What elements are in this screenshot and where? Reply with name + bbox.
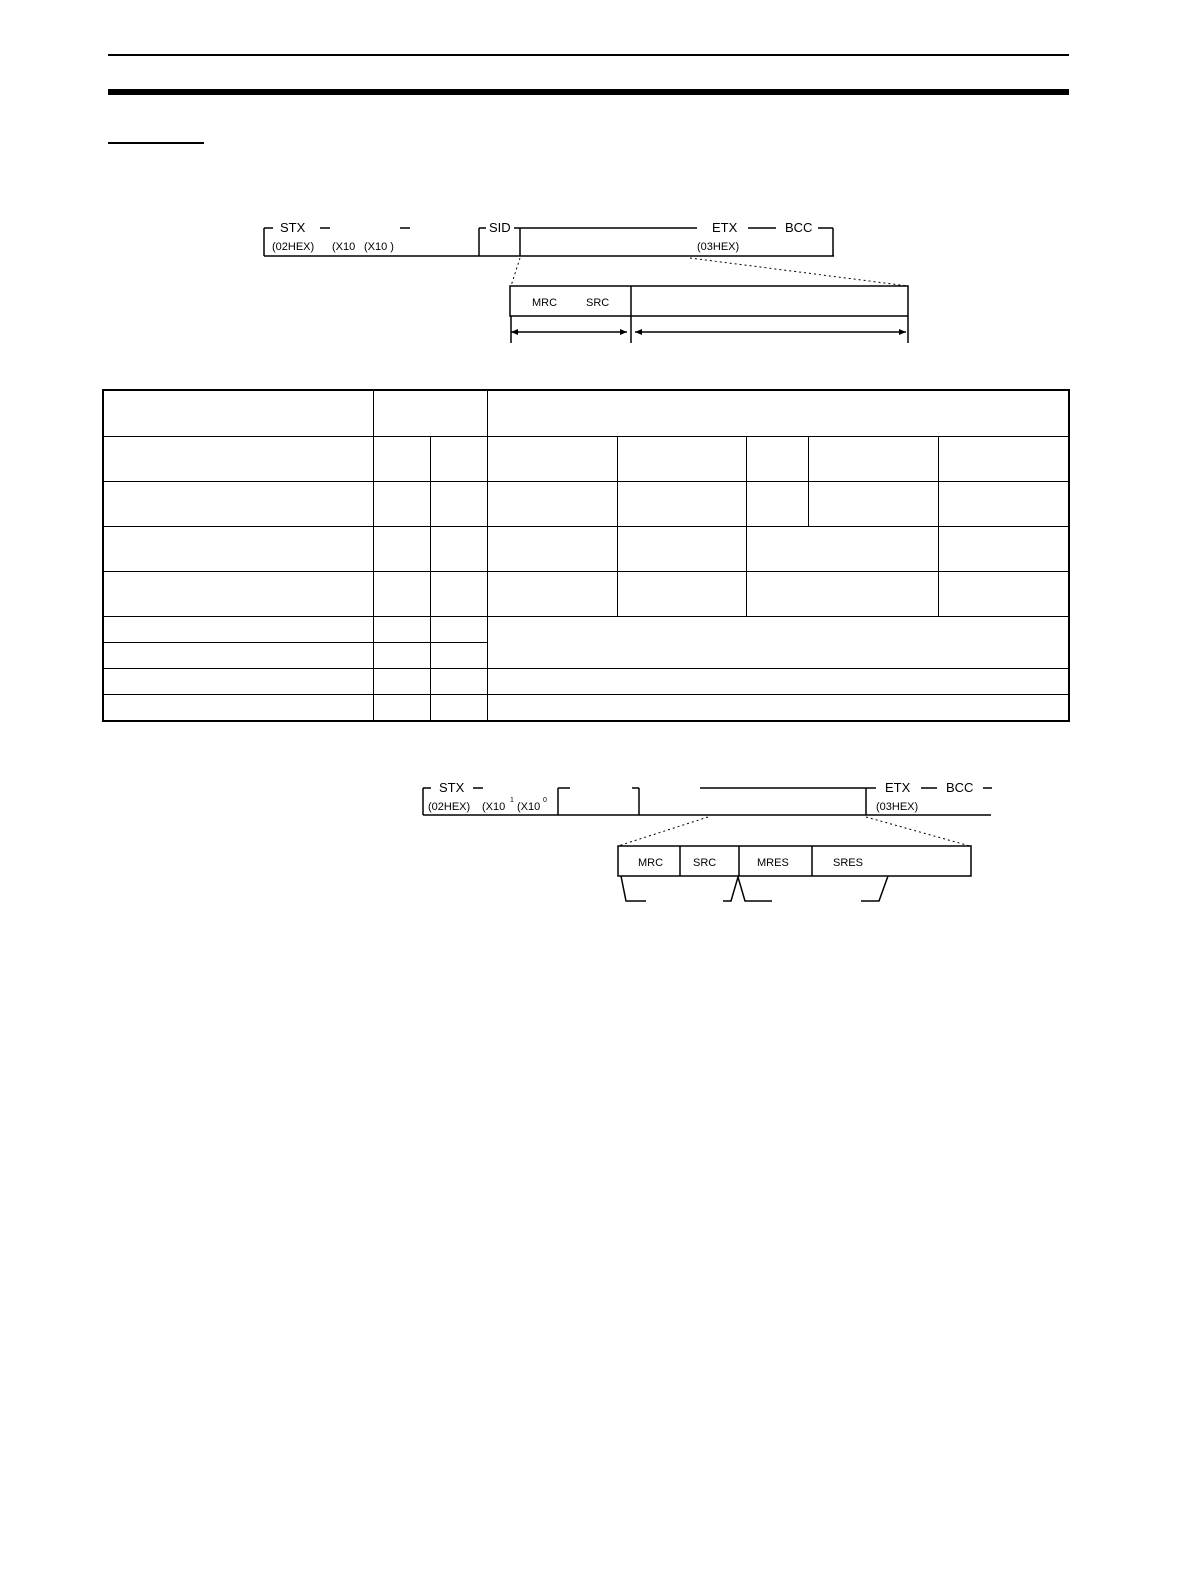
table-cell [430,643,487,669]
table-cell [373,643,430,669]
table-cell [103,695,373,722]
table-cell [617,437,746,482]
table-cell [808,482,938,527]
table-cell [373,669,430,695]
table-cell [938,437,1069,482]
table-row [103,695,1069,722]
command-table [102,389,1070,722]
cmd-bcc-label: BCC [785,220,813,235]
table-cell [487,617,1069,669]
table-cell [103,572,373,617]
cmd-src-label: SRC [586,297,610,309]
resp-mrc-label: MRC [638,857,664,869]
table-cell [938,482,1069,527]
table-row [103,527,1069,572]
table-cell [103,390,373,437]
table-cell [746,437,808,482]
cmd-stx-label: STX [280,220,306,235]
cmd-etx-label: ETX [712,220,738,235]
resp-address-ten: (X10 [482,801,506,813]
table-cell [487,437,617,482]
table-cell [487,572,617,617]
table-cell [487,695,1069,722]
table-cell [746,482,808,527]
table-cell [103,669,373,695]
table-cell [373,437,430,482]
cmd-stx-code: (02HEX) [272,241,315,253]
table-cell [430,482,487,527]
resp-etx-code: (03HEX) [876,801,919,813]
resp-stx-code: (02HEX) [428,801,471,813]
table-cell [430,617,487,643]
table-cell [430,572,487,617]
table-cell [103,482,373,527]
cmd-etx-code: (03HEX) [697,241,740,253]
table-cell [746,572,938,617]
cmd-mrc-label: MRC [532,297,558,309]
table-cell [103,643,373,669]
resp-mres-label: MRES [757,857,789,869]
resp-address-ten-exponent: 1 [510,797,514,804]
table-cell [617,572,746,617]
table-cell [617,527,746,572]
table-cell [103,437,373,482]
table-cell [487,482,617,527]
table-cell [430,669,487,695]
table-row [103,437,1069,482]
table-cell [617,482,746,527]
resp-stx-label: STX [439,780,465,795]
table-cell [487,669,1069,695]
table-cell [373,695,430,722]
table-cell [430,695,487,722]
table-cell [373,527,430,572]
table-cell [103,617,373,643]
table-cell [430,527,487,572]
table-cell [487,527,617,572]
cmd-address-ten: (X10 [332,241,356,253]
table-cell [938,572,1069,617]
table-cell [373,482,430,527]
table-cell [103,527,373,572]
table-cell [938,527,1069,572]
table-row [103,669,1069,695]
table-cell [373,572,430,617]
resp-bcc-label: BCC [946,780,974,795]
resp-address-one: (X10 [517,801,541,813]
table-row [103,617,1069,643]
table-cell [487,390,1069,437]
cmd-address-one: (X10 ) [364,241,394,253]
table-cell [430,437,487,482]
table-row [103,482,1069,527]
table-header-row [103,390,1069,437]
table-cell [373,617,430,643]
resp-address-one-exponent: 0 [543,797,547,804]
resp-etx-label: ETX [885,780,911,795]
cmd-sid-label: SID [489,220,511,235]
table-row [103,572,1069,617]
table-cell [746,527,938,572]
table-cell [373,390,487,437]
table-cell [808,437,938,482]
resp-sres-label: SRES [833,857,863,869]
resp-src-label: SRC [693,857,717,869]
